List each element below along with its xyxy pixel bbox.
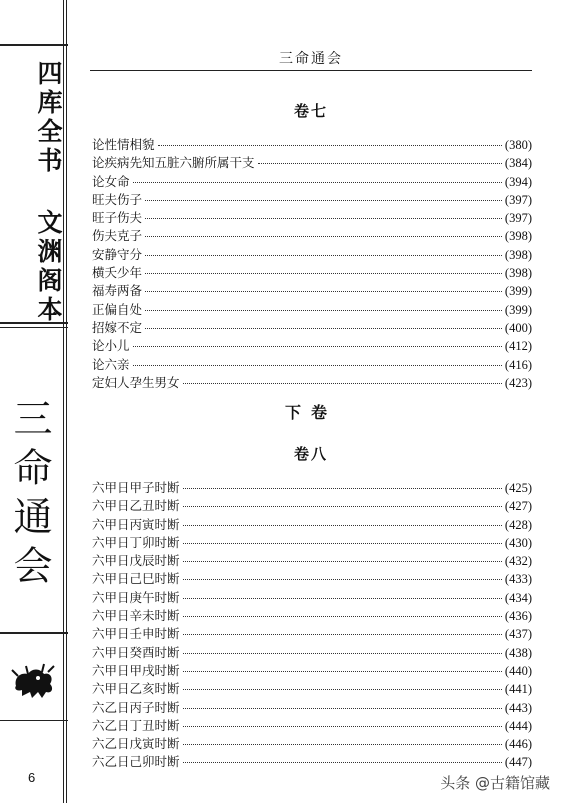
toc-entry-title: 六甲日乙亥时断 [92,681,180,697]
toc-entry-page: (423) [504,375,532,390]
series-title: 四库全书 文渊阁本 [34,60,63,325]
toc-leader-dots [133,346,502,347]
toc-entry-page: (443) [504,700,532,715]
toc-leader-dots [183,525,502,526]
toc-entry [92,153,532,171]
watermark: 头条 @古籍馆藏 [440,774,550,792]
toc-entry-page: (427) [504,499,532,514]
toc-entry [92,336,532,354]
toc-entry-title: 六甲日甲子时断 [92,480,180,495]
toc-entry [92,588,532,606]
toc-entry-page: (447) [504,755,532,770]
spine-rule-lower [0,632,68,634]
toc-leader-dots [183,762,502,763]
toc-entry [92,172,532,190]
toc-entry-page: (397) [504,211,532,226]
toc-entry [92,373,532,391]
toc-entry-page: (394) [504,174,532,189]
toc-entry-title: 六甲日癸酉时断 [92,644,180,660]
toc-entry-title: 六甲日丙寅时断 [92,516,180,532]
toc-entry-title: 六甲日辛未时断 [92,608,180,624]
toc-entry [92,318,532,336]
toc-entry-page: (412) [504,339,532,354]
toc-entry-title: 论性情相貌 [92,137,155,152]
toc-entry-title: 六甲日己巳时断 [92,571,180,587]
toc-entry-page: (400) [504,320,532,335]
toc-entry [92,661,532,679]
toc-leader-dots [183,598,502,599]
toc-leader-dots [183,671,502,672]
toc-entry-title: 正偏自处 [92,301,143,317]
toc-entry [92,624,532,642]
toc-leader-dots [183,488,502,489]
toc-entry-title: 六乙日己卯时断 [92,754,180,770]
toc-entry [92,263,532,281]
toc-entry-title: 六甲日乙丑时断 [92,498,180,514]
header-rule [90,70,532,71]
toc-entry [92,551,532,569]
toc-leader-dots [145,200,502,201]
toc-entry-title: 安静守分 [92,246,143,262]
toc-entry-title: 六乙日戊寅时断 [92,736,180,752]
toc-list-volume7 [92,135,532,391]
toc-leader-dots [145,310,502,311]
part-heading: 下卷 [284,403,337,422]
toc-entry-title: 旺子伤夫 [92,210,143,226]
toc-leader-dots [145,273,502,274]
toc-leader-dots [145,236,502,237]
toc-entry [92,226,532,244]
toc-entry-title: 论六亲 [92,356,130,372]
toc-leader-dots [183,634,502,635]
toc-entry-page: (438) [504,645,532,660]
toc-leader-dots [183,689,502,690]
toc-entry-page: (399) [504,302,532,317]
toc-entry-page: (436) [504,609,532,624]
toc-entry [92,679,532,697]
running-header: 三命通会 [279,51,343,67]
toc-entry [92,606,532,624]
volume-heading: 卷七 [293,102,328,120]
toc-entry-title: 伤夫克子 [92,228,143,244]
toc-entry-title: 六甲日丁卯时断 [92,534,180,550]
toc-entry [92,716,532,734]
toc-leader-dots [145,328,502,329]
toc-leader-dots [183,653,502,654]
toc-entry [92,300,532,318]
toc-entry-title: 招嫁不定 [92,319,143,335]
toc-entry-title: 论小儿 [92,338,130,354]
toc-entry-page: (441) [504,682,532,697]
toc-entry [92,752,532,770]
toc-entry-page: (433) [504,572,532,587]
toc-entry-page: (398) [504,247,532,262]
toc-list-volume8 [92,478,532,771]
toc-entry-page: (384) [504,156,532,171]
toc-entry-title: 六甲日戊辰时断 [92,553,180,569]
toc-entry [92,281,532,299]
toc-entry [92,515,532,533]
toc-entry [92,208,532,226]
toc-entry-page: (428) [504,517,532,532]
toc-leader-dots [258,163,502,164]
toc-entry-page: (437) [504,627,532,642]
toc-entry-title: 六甲日壬申时断 [92,626,180,642]
toc-leader-dots [145,255,502,256]
toc-entry-title: 六甲日甲戌时断 [92,662,180,678]
toc-leader-dots [133,182,502,183]
toc-entry-title: 论疾病先知五脏六腑所属干支 [92,155,255,171]
toc-leader-dots [183,383,502,384]
toc-entry [92,355,532,373]
toc-entry [92,135,532,153]
spine-border-line [63,0,64,803]
toc-leader-dots [183,744,502,745]
toc-entry-title: 六乙日丁丑时断 [92,717,180,733]
spine-rule-top [0,44,68,46]
spine-border-line [66,0,67,803]
toc-entry [92,496,532,514]
toc-entry [92,643,532,661]
toc-entry [92,698,532,716]
toc-entry-page: (398) [504,266,532,281]
spine-rule-mid [0,322,68,324]
toc-leader-dots [133,365,502,366]
toc-entry-title: 横夭少年 [92,265,143,281]
toc-entry-page: (399) [504,284,532,299]
book-title: 三命通会 [7,398,52,594]
toc-entry-page: (425) [504,481,532,495]
toc-entry-page: (430) [504,535,532,550]
volume-heading: 卷八 [293,445,328,463]
toc-leader-dots [183,726,502,727]
toc-entry-page: (398) [504,229,532,244]
toc-entry-page: (444) [504,718,532,733]
toc-leader-dots [183,543,502,544]
toc-entry [92,478,532,496]
toc-leader-dots [183,506,502,507]
toc-leader-dots [183,561,502,562]
toc-leader-dots [158,145,502,146]
toc-entry-title: 六甲日庚午时断 [92,589,180,605]
toc-entry-page: (440) [504,663,532,678]
toc-entry-page: (446) [504,737,532,752]
toc-entry-title: 福寿两备 [92,283,143,299]
spine-rule-bottom [0,720,68,721]
toc-entry [92,190,532,208]
toc-leader-dots [145,218,502,219]
toc-entry-page: (416) [504,357,532,372]
mythical-beast-emblem-icon [8,656,58,706]
toc-entry-title: 论女命 [92,173,130,189]
toc-entry-page: (397) [504,192,532,207]
toc-leader-dots [183,616,502,617]
spine-rule-mid-thin [0,327,68,328]
toc-entry-page: (434) [504,590,532,605]
toc-leader-dots [183,708,502,709]
toc-entry-page: (432) [504,554,532,569]
toc-entry-title: 六乙日丙子时断 [92,699,180,715]
toc-entry-title: 定妇人孕生男女 [92,374,180,390]
page-number: 6 [28,770,36,785]
book-spine [0,0,68,803]
toc-entry [92,245,532,263]
toc-entry-page: (380) [504,138,532,152]
toc-leader-dots [145,291,502,292]
toc-entry [92,734,532,752]
toc-entry [92,533,532,551]
toc-entry [92,569,532,587]
toc-leader-dots [183,579,502,580]
toc-entry-title: 旺夫伤子 [92,191,143,207]
